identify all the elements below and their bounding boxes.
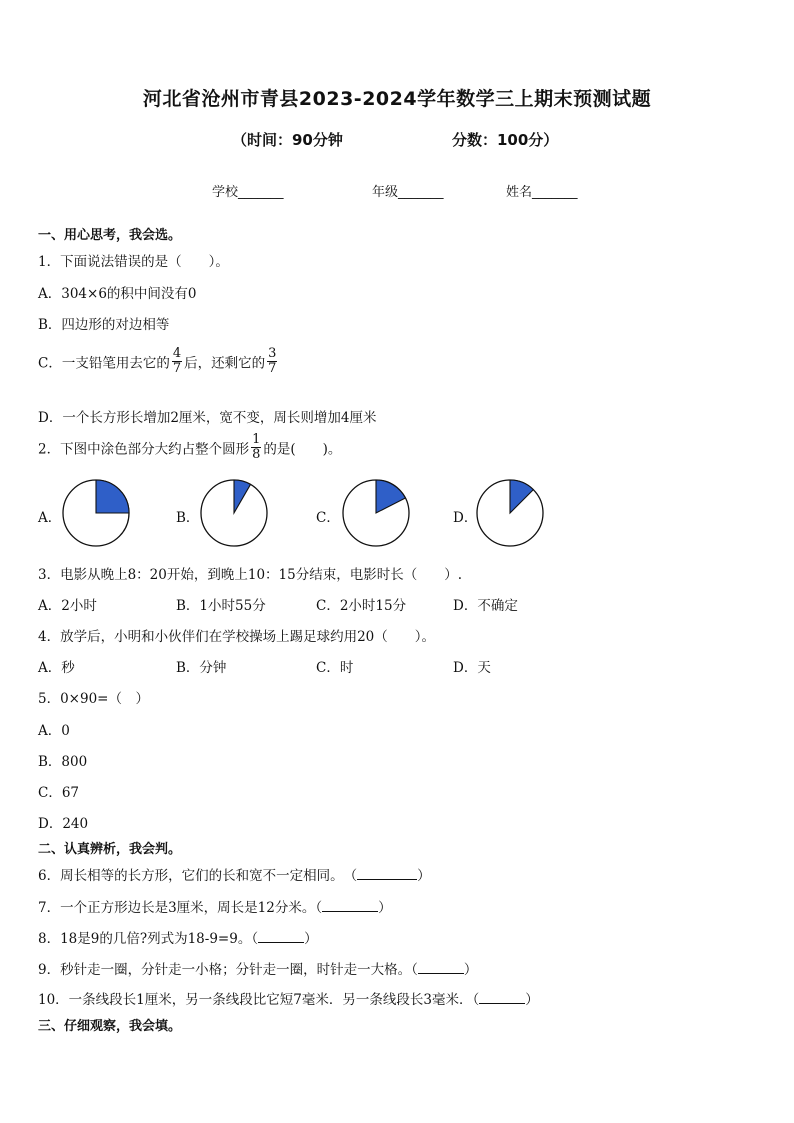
exam-time: （时间：90分钟 bbox=[232, 131, 343, 149]
section-3-heading: 三、仔细观察，我会填。 bbox=[38, 1019, 182, 1034]
q10-answer-blank[interactable] bbox=[479, 991, 525, 1004]
q4-stem: 4．放学后，小明和小伙伴们在学校操场上踢足球约用20（ ）。 bbox=[38, 629, 436, 645]
q2-pie-d bbox=[475, 478, 545, 548]
section-2-heading: 二、认真辨析，我会判。 bbox=[38, 842, 182, 857]
q2-label-d: D． bbox=[453, 510, 478, 526]
q8 bbox=[38, 927, 318, 947]
q2-label-a: A． bbox=[38, 510, 62, 526]
q2-fraction: $\frac{1}{8}$ bbox=[252, 432, 261, 462]
q10-text: 10．一条线段长1厘米，另一条线段比它短7毫米．另一条线段长3毫米．（ bbox=[38, 992, 480, 1008]
q3-option-c: C．2小时15分 bbox=[316, 598, 407, 614]
school-field: 学校_______ bbox=[212, 185, 284, 200]
q9-text: 9．秒针走一圈，分针走一小格；分针走一圈，时针走一大格。（ bbox=[38, 962, 418, 978]
q2-pie-b bbox=[199, 478, 269, 548]
q8-answer-blank[interactable] bbox=[258, 930, 304, 943]
q5-option-a: A．0 bbox=[38, 723, 70, 739]
page-title: 河北省沧州市青县2023-2024学年数学三上期末预测试题 bbox=[142, 88, 652, 110]
q8-text: 8．18是9的几倍?列式为18-9=9。（ bbox=[38, 931, 259, 947]
q2-label-c: C． bbox=[316, 510, 340, 526]
q1-option-a: A．304×6的积中间没有0 bbox=[38, 286, 197, 302]
q4-option-b: B．分钟 bbox=[176, 660, 227, 676]
q3-option-b: B．1小时55分 bbox=[176, 598, 266, 614]
q6 bbox=[38, 864, 431, 884]
q1-c-mid: 后，还剩它的 bbox=[184, 355, 266, 372]
q2-pie-c bbox=[341, 478, 411, 548]
q6-text: 6．周长相等的长方形，它们的长和宽不一定相同。 （ bbox=[38, 868, 358, 884]
q7-answer-blank[interactable] bbox=[322, 899, 378, 912]
q1-c-fraction-2: $\frac{3}{7}$ bbox=[268, 346, 277, 376]
q2-stem-prefix: 2．下图中涂色部分大约占整个圆形 bbox=[38, 441, 250, 458]
q2-pie-a bbox=[61, 478, 131, 548]
q2-stem bbox=[38, 433, 341, 462]
name-field: 姓名_______ bbox=[506, 185, 578, 200]
q1-option-d: D．一个长方形长增加2厘米，宽不变，周长则增加4厘米 bbox=[38, 410, 377, 426]
q5-option-d: D．240 bbox=[38, 816, 89, 832]
q1-c-prefix: C．一支铅笔用去它的 bbox=[38, 355, 170, 372]
q7-text: 7．一个正方形边长是3厘米，周长是12分米。（ bbox=[38, 900, 323, 916]
q5-stem: 5．0×90=（ ） bbox=[38, 691, 149, 707]
q3-option-d: D．不确定 bbox=[453, 598, 518, 614]
exam-score: 分数：100分） bbox=[452, 131, 559, 149]
q2-label-b: B． bbox=[176, 510, 200, 526]
q4-option-c: C．时 bbox=[316, 660, 354, 676]
section-1-heading: 一、用心思考，我会选。 bbox=[38, 228, 182, 243]
q6-answer-blank[interactable] bbox=[357, 867, 417, 880]
q5-option-b: B．800 bbox=[38, 754, 88, 770]
q5-option-c: C．67 bbox=[38, 785, 80, 801]
q9-close: ） bbox=[463, 962, 478, 978]
q7 bbox=[38, 896, 392, 916]
q10 bbox=[38, 988, 539, 1008]
q4-option-a: A．秒 bbox=[38, 660, 75, 676]
q1-c-fraction-1: $\frac{4}{7}$ bbox=[172, 346, 182, 376]
q10-close: ） bbox=[525, 992, 539, 1008]
q1-stem: 1．下面说法错误的是（ ）。 bbox=[38, 254, 229, 270]
grade-field: 年级_______ bbox=[372, 185, 444, 200]
q6-close: ） bbox=[417, 868, 431, 884]
q1-option-c bbox=[38, 347, 279, 376]
q4-option-d: D．天 bbox=[453, 660, 491, 676]
q3-stem: 3．电影从晚上8：20开始，到晚上10：15分结束，电影时长（ ）. bbox=[38, 567, 463, 583]
q9-answer-blank[interactable] bbox=[418, 961, 464, 974]
q2-stem-suffix: 的是( )。 bbox=[263, 441, 342, 458]
pie-shaded-sector bbox=[96, 480, 129, 513]
q7-close: ） bbox=[378, 900, 392, 916]
q8-close: ） bbox=[304, 931, 318, 947]
q1-option-b: B．四边形的对边相等 bbox=[38, 317, 170, 333]
q9 bbox=[38, 958, 477, 978]
q3-option-a: A．2小时 bbox=[38, 598, 97, 614]
